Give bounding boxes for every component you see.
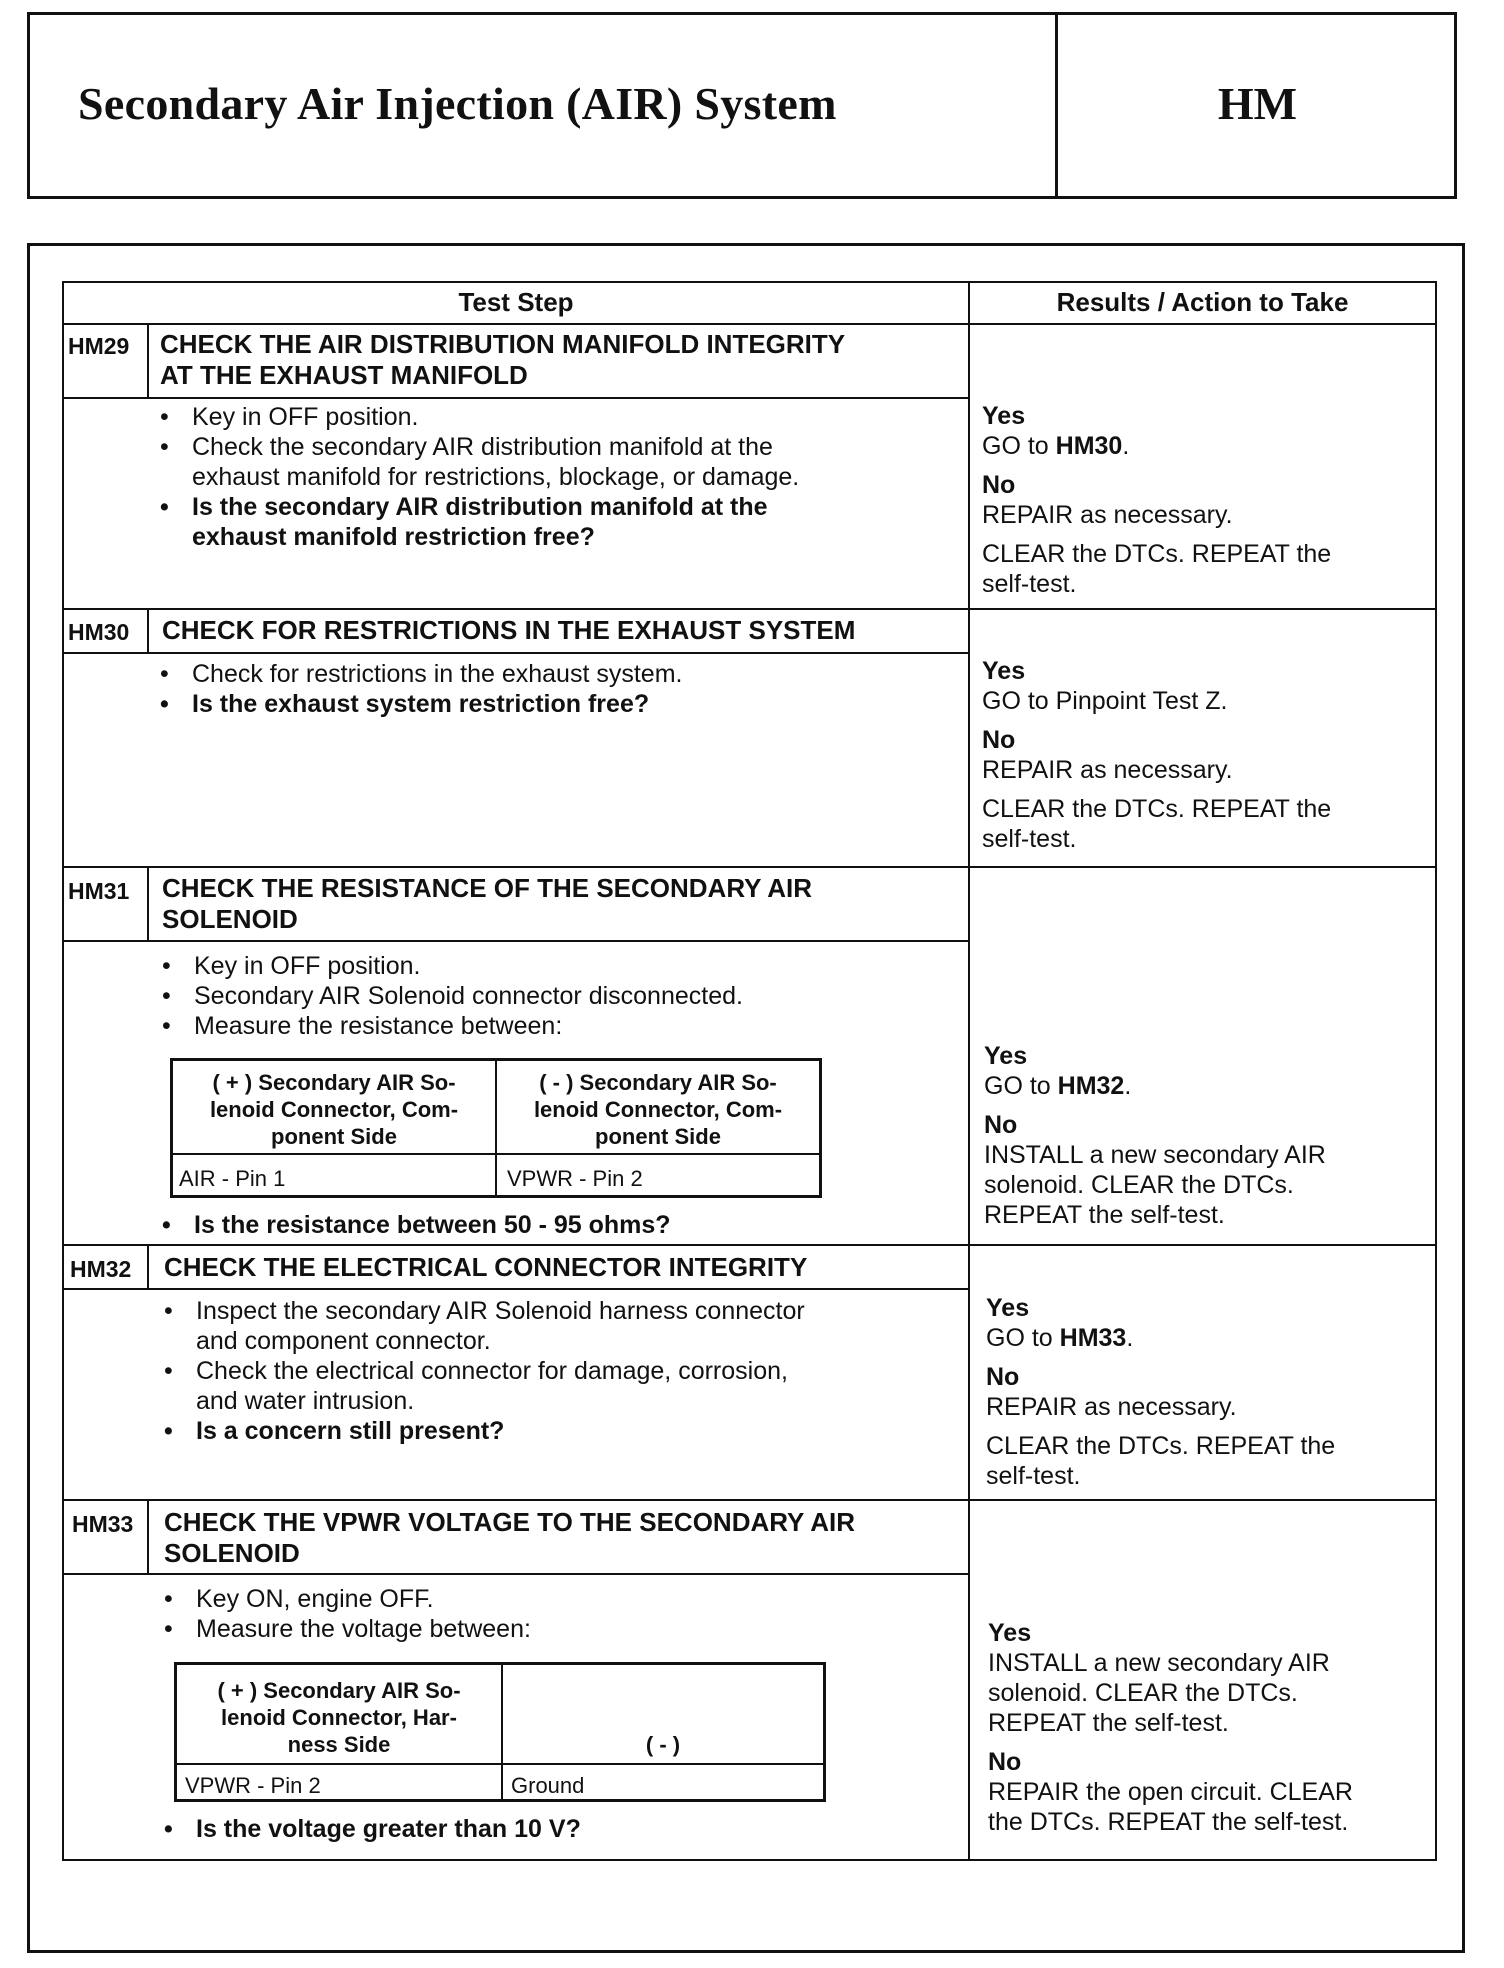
code-divider: [147, 1246, 149, 1288]
step-bullets: [150, 659, 682, 719]
code-divider: [147, 868, 149, 940]
yes-action: GO to HM30.: [982, 432, 1130, 460]
step-result: [984, 1041, 1326, 1230]
yes-label: Yes: [984, 1042, 1028, 1070]
no-action: REPAIR as necessary.: [982, 756, 1233, 784]
title-underline: [62, 940, 970, 942]
row-separator: [62, 866, 1437, 868]
no-label: No: [986, 1363, 1020, 1391]
step-title: CHECK THE VPWR VOLTAGE TO THE SECONDARY AIR SOLENOID: [164, 1507, 855, 1568]
table-right-border: [1435, 281, 1437, 1861]
step-bullets: [154, 1814, 581, 1844]
bullet-item: • Inspect the secondary AIR Solenoid harness connector and component connector.: [164, 1297, 805, 1355]
yes-label: Yes: [982, 402, 1026, 430]
step-code: HM33: [72, 1511, 134, 1537]
yes-action: GO to Pinpoint Test Z.: [982, 687, 1228, 715]
no-action: INSTALL a new secondary AIR solenoid. CLEAR the DTCs. REPEAT the self-test.: [984, 1141, 1326, 1229]
bullet-item: • Secondary AIR Solenoid connector disconnected.: [162, 982, 743, 1010]
bullet-item: • Measure the resistance between:: [162, 1012, 563, 1040]
bullet-question: • Is a concern still present?: [164, 1417, 505, 1445]
no-label: No: [982, 726, 1016, 754]
step-bullets: [154, 1584, 531, 1644]
measurement-cell: AIR - Pin 1: [179, 1166, 286, 1191]
step-code: HM29: [68, 333, 130, 359]
section-code: HM: [1217, 78, 1298, 129]
step-result: [988, 1618, 1353, 1837]
yes-label: Yes: [988, 1619, 1032, 1647]
measurement-header-negative: ( - ) Secondary AIR So- lenoid Connector, Com- ponent Side: [533, 1070, 783, 1149]
table-left-border: [62, 281, 64, 1861]
yes-action: GO to HM33.: [986, 1324, 1134, 1352]
yes-label: Yes: [982, 657, 1026, 685]
step-bullets: [152, 1210, 671, 1240]
step-title: CHECK THE RESISTANCE OF THE SECONDARY AIR SOLENOID: [162, 873, 813, 934]
no-action: REPAIR the open circuit. CLEAR the DTCs. REPEAT the self-test.: [988, 1778, 1353, 1836]
bullet-item: • Key in OFF position.: [160, 403, 419, 431]
measurement-header-positive: ( + ) Secondary AIR So- lenoid Connector, Com- ponent Side: [209, 1070, 459, 1149]
bullet-item: • Check for restrictions in the exhaust system.: [160, 660, 683, 688]
step-title: CHECK FOR RESTRICTIONS IN THE EXHAUST SYSTEM: [162, 615, 856, 645]
step-bullets: [154, 1296, 805, 1446]
yes-action: INSTALL a new secondary AIR solenoid. CLEAR the DTCs. REPEAT the self-test.: [988, 1649, 1330, 1737]
column-header-test-step: Test Step: [458, 287, 574, 317]
table-header-bottom: [62, 323, 1437, 325]
no-action: REPAIR as necessary.: [982, 501, 1233, 529]
bullet-item: • Measure the voltage between:: [164, 1615, 531, 1643]
no-label: No: [984, 1111, 1018, 1139]
code-divider: [147, 325, 149, 397]
measurement-cell: Ground: [511, 1773, 585, 1798]
yes-label: Yes: [986, 1294, 1030, 1322]
row-separator: [62, 1499, 1437, 1501]
step-code: HM31: [68, 878, 130, 904]
bullet-item: • Check the electrical connector for damage, corrosion, and water intrusion.: [164, 1357, 788, 1415]
bullet-question: • Is the exhaust system restriction free?: [160, 690, 650, 718]
step-title: CHECK THE ELECTRICAL CONNECTOR INTEGRITY: [164, 1252, 808, 1282]
bullet-item: • Key in OFF position.: [162, 952, 421, 980]
bullet-item: • Key ON, engine OFF.: [164, 1585, 434, 1613]
page-title: Secondary Air Injection (AIR) System: [78, 78, 837, 129]
no-label: No: [982, 471, 1016, 499]
step-bullets: [150, 402, 799, 552]
bullet-question: • Is the resistance between 50 - 95 ohms?: [162, 1211, 671, 1239]
table-center-divider: [968, 281, 970, 1861]
title-underline: [62, 1573, 970, 1575]
step-result: Yes GO to HM30. No REPAIR as necessary. CLEAR the DTCs. REPEAT the self-test.: [982, 402, 1332, 598]
step-code: HM30: [68, 619, 130, 645]
yes-action: GO to HM32.: [984, 1072, 1132, 1100]
no-action: REPAIR as necessary.: [986, 1393, 1237, 1421]
step-code: HM32: [70, 1256, 132, 1282]
table-bottom-border: [62, 1859, 1437, 1861]
step-result: Yes GO to Pinpoint Test Z. No REPAIR as necessary. CLEAR the DTCs. REPEAT the self-test.: [982, 657, 1332, 853]
title-underline: [62, 1288, 970, 1290]
column-header-results: Results / Action to Take: [1056, 287, 1349, 317]
step-title: CHECK THE AIR DISTRIBUTION MANIFOLD INTEGRITY AT THE EXHAUST MANIFOLD: [160, 329, 846, 390]
bullet-item: • Check the secondary AIR distribution manifold at the exhaust manifold for restrictions, blockage, or damage.: [160, 433, 800, 491]
measurement-table: [170, 1058, 822, 1198]
code-divider: [147, 610, 149, 652]
document-header: [27, 12, 1457, 199]
code-divider: [147, 1501, 149, 1573]
table-top-border: [62, 281, 1437, 283]
measurement-cell: VPWR - Pin 2: [185, 1773, 321, 1798]
row-separator: [62, 1244, 1437, 1246]
no-label: No: [988, 1748, 1022, 1776]
bullet-question: • Is the secondary AIR distribution manifold at the exhaust manifold restriction free?: [160, 493, 768, 551]
measurement-header-negative: ( - ): [645, 1732, 681, 1757]
row-separator: [62, 608, 1437, 610]
step-result: Yes GO to HM33. No REPAIR as necessary. CLEAR the DTCs. REPEAT the self-test.: [986, 1294, 1336, 1490]
step-bullets: [152, 951, 743, 1041]
title-underline: [62, 652, 970, 654]
bullet-question: • Is the voltage greater than 10 V?: [164, 1815, 581, 1843]
title-underline: [62, 397, 970, 399]
measurement-header-positive: ( + ) Secondary AIR So- lenoid Connector, Har- ness Side: [217, 1678, 461, 1757]
measurement-table: [174, 1662, 826, 1802]
measurement-cell: VPWR - Pin 2: [507, 1166, 643, 1191]
